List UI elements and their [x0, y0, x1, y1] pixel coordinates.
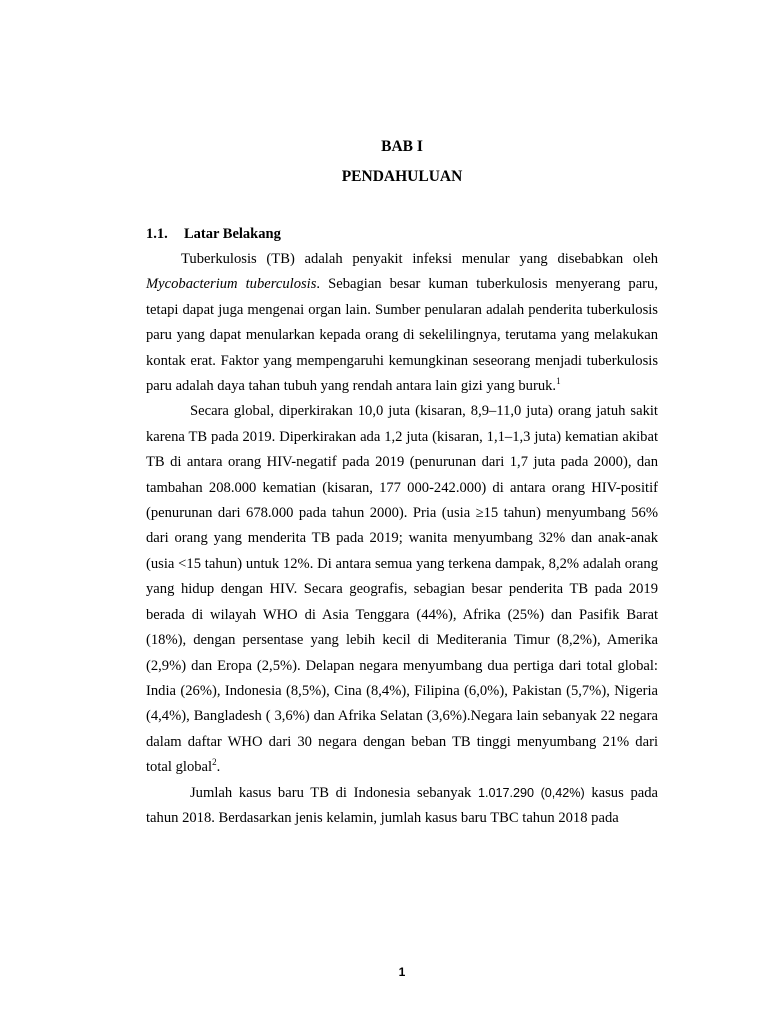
case-count-figure: 1.017.290 (0,42%) — [478, 785, 585, 800]
footnote-ref-1: 1 — [556, 376, 561, 387]
species-name: Mycobacterium tuberculosis — [146, 276, 317, 293]
chapter-title: PENDAHULUAN — [341, 168, 463, 185]
paragraph-1-text-b: . Sebagian besar kuman tuberkulosis menyerang paru, tetapi dapat juga mengenai organ lain. Sumber penularan adalah penderita tuberkulosis paru yang dapat menularkan kepada orang di sekelilingnya, terutama yang melakukan kontak erat. Faktor yang mempengaruhi kemungkinan seseorang menjadi tuberkulosis paru adalah daya tahan tubuh yang rendah antara lain gizi yang buruk. — [146, 276, 658, 395]
paragraph-2-end: . — [216, 759, 221, 776]
paragraph-1-text-a: Tuberkulosis (TB) adalah penyakit infeksi menular yang disebabkan oleh — [181, 251, 658, 267]
paragraph-2-text: Secara global, diperkirakan 10,0 juta (kisaran, 8,9–11,0 juta) orang jatuh sakit karena TB pada 2019. Diperkirakan ada 1,2 juta (kisaran, 1,1–1,3 juta) kematian akibat TB di antara orang HIV-negatif pada 2019 (penurunan dari 1,7 juta pada 2000), dan tambahan 208.000 kematian (kisaran, 177 000-242.000) di antara orang HIV-positif (penurunan dari 678.000 pada tahun 2000). Pria (usia ≥15 tahun) menyumbang 56% dari orang yang menderita TB pada 2019; wanita menyumbang 32% dan anak-anak (usia <15 tahun) untuk 12%. Di antara semua yang terkena dampak, 8,2% adalah orang yang hidup dengan HIV. Secara geografis, sebagian besar penderita TB pada 2019 berada di wilayah WHO di Asia Tenggara (44%), Afrika (25%) dan Pasifik Barat (18%), dengan persentase yang lebih kecil di Mediterania Timur (8,2%), Amerika (2,9%) dan Eropa (2,5%). Delapan negara menyumbang dua pertiga dari total global: India (26%), Indonesia (8,5%), Cina (8,4%), Filipina (6,0%), Pakistan (5,7%), Nigeria (4,4%), Bangladesh ( 3,6%) dan Afrika Selatan (3,6%).Negara lain sebanyak 22 negara dalam daftar WHO dari 30 negara dengan beban TB tinggi menyumbang 21% dari total global — [146, 403, 658, 776]
section-title: Latar Belakang — [184, 226, 281, 242]
chapter-label: BAB I — [381, 138, 423, 155]
paragraph-3 — [146, 781, 658, 832]
paragraph-2 — [146, 399, 658, 780]
paragraph-3-text-a: Jumlah kasus baru TB di Indonesia sebanyak — [190, 784, 479, 801]
section-heading — [146, 226, 281, 243]
section-number: 1.1. — [146, 226, 168, 242]
paragraph-3-text-b: kasus pada tahun 2018. Berdasarkan jenis kelamin, jumlah kasus baru TBC tahun 2018 pada — [146, 784, 659, 826]
body-text — [146, 247, 658, 831]
footnote-ref-2: 2 — [212, 757, 217, 768]
paragraph-1 — [146, 247, 658, 399]
page-number: 1 — [398, 965, 406, 979]
